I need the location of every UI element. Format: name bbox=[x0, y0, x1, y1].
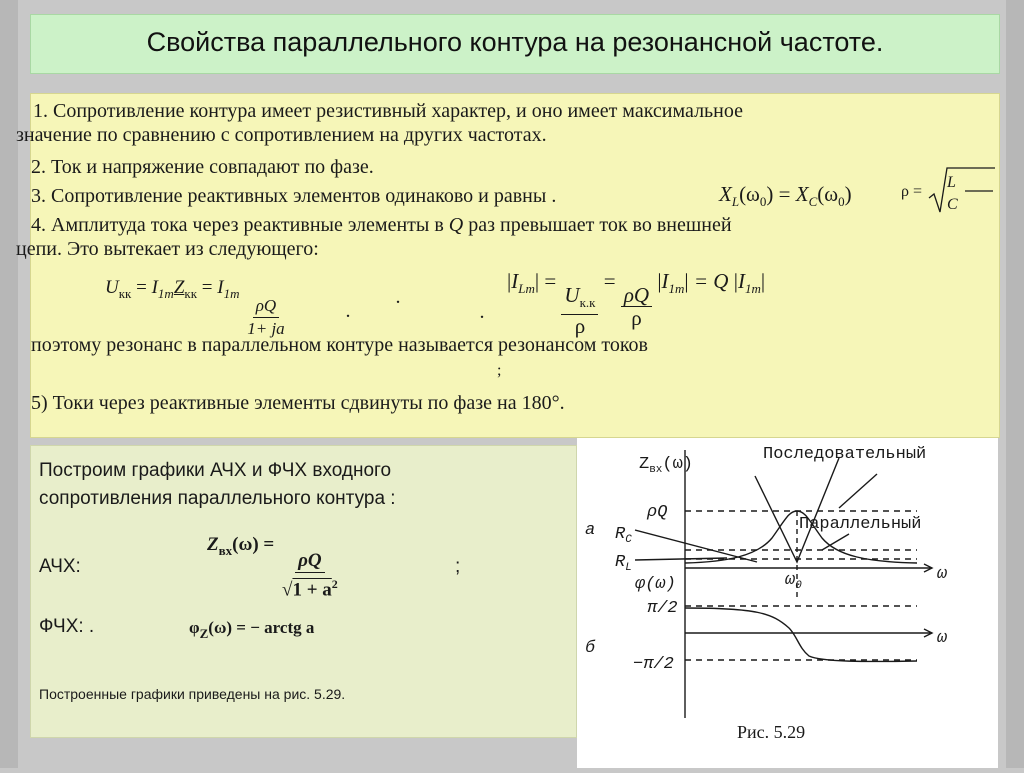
formula-xl-equals-xc: $X_L(\omega_0) = X_C(\omega_0)$ bbox=[719, 182, 852, 209]
intro-line-1: Построим графики АЧХ и ФЧХ входного bbox=[39, 460, 392, 481]
left-border-stripe bbox=[0, 0, 18, 768]
graphs-description-panel bbox=[30, 445, 577, 738]
ach-semicolon: ; bbox=[455, 556, 461, 577]
series-leader bbox=[839, 474, 877, 508]
rhoq-label: ρQ bbox=[647, 503, 668, 522]
frequency-response-graphs bbox=[577, 438, 998, 768]
phi-label: φ(ω) bbox=[635, 575, 676, 594]
omega-label-bottom: ω bbox=[937, 629, 948, 648]
item-3: 3. Сопротивление реактивных элементов одинаково и равны . bbox=[31, 185, 557, 207]
fch-formula: $\varphi_Z(\omega)$ = − arctg a bbox=[189, 618, 315, 641]
omega-label-top: ω bbox=[937, 565, 948, 584]
part-a-label: а bbox=[585, 521, 596, 540]
fch-label: ФЧХ: . bbox=[39, 616, 95, 637]
intro-line-2: сопротивления параллельного контура : bbox=[39, 488, 396, 509]
dot-2: . bbox=[396, 286, 401, 308]
series-curve bbox=[755, 458, 839, 562]
dot-1: . bbox=[346, 300, 351, 322]
series-label: Последовательный bbox=[763, 445, 927, 464]
omega0-label: $\omega_0$ bbox=[785, 571, 802, 592]
slide-title: Свойства параллельного контура на резонансной частоте. bbox=[146, 27, 884, 57]
parallel-label: Параллельный bbox=[799, 515, 922, 534]
item-1-line-2: значение по сравнению с сопротивлением на других частотах. bbox=[16, 124, 547, 146]
rc-leader bbox=[635, 530, 757, 562]
ach-formula: $Z_{вх}(\omega)$ = $\frac{\rho Q}{√1 + a^2}$ bbox=[207, 534, 338, 601]
semicolon-mark: ; bbox=[497, 362, 502, 379]
sqrt-sign-icon bbox=[927, 166, 997, 216]
rl-leader bbox=[635, 558, 727, 560]
formula-ukk: $U_{кк} = I_{1m}Z_{кк} = I_{1m}$ $\frac{\rho Q}{1+ ja}$ bbox=[105, 277, 285, 338]
resonance-text: поэтому резонанс в параллельном контуре называется резонансом токов bbox=[31, 334, 648, 356]
right-border-stripe bbox=[1006, 0, 1024, 768]
properties-panel: 1. Сопротивление контура имеет резистивный характер, и оно имеет максимальное значение по сравнению с сопротивлением на других частотах. 2. Ток и напряжение совпадают по фазе. 3. Сопротивление реактивных элементов одинаково и равны . $X_L(\omega_0) = X_C(\omega_0)$ ρ = L C 4. Амплитуда тока через реактивные элементы в Q раз превышает ток во внешней цепи. Это вытекает из следующего: $U_{кк} = I_{1m}Z_{кк} = I_{1m}$ $\frac{\rho Q}{1+ ja}$ . . . $|I_{Lm}|$ = $\frac{U_{к.к}}{\rho}$ = $\frac{\rho Q}{\rho}$ $|I_{1m}| = Q$ $|I_{1m}|$ поэтому резонанс в параллельном контуре называется резонансом токов ; 5) Токи через реактивные элементы сдвинуты по фазе на 180°. bbox=[30, 93, 1000, 438]
figure-reference: Построенные графики приведены на рис. 5.29. bbox=[39, 686, 346, 702]
dot-3: . bbox=[480, 301, 485, 323]
formula-ilm: $|I_{Lm}|$ = $\frac{U_{к.к}}{\rho}$ = $\frac{\rho Q}{\rho}$ $|I_{1m}| = Q$ $|I_{1m}|$ bbox=[507, 269, 766, 338]
phase-curve bbox=[685, 608, 917, 661]
rc-label: $R_C$ bbox=[615, 525, 632, 546]
minus-pi-half-label: −π/2 bbox=[633, 655, 674, 674]
rl-label: $R_L$ bbox=[615, 553, 632, 574]
item-5: 5) Токи через реактивные элементы сдвинуты по фазе на 180°. bbox=[31, 392, 565, 414]
pi-half-label: π/2 bbox=[647, 599, 678, 618]
title-bar bbox=[30, 14, 1000, 74]
item-1-line-1: 1. Сопротивление контура имеет резистивный характер, и оно имеет максимальное bbox=[33, 100, 743, 122]
zin-label: $Z_{вх}(\omega)$ bbox=[639, 455, 694, 476]
item-4-line-1: 4. Амплитуда тока через реактивные элементы в Q раз превышает ток во внешней bbox=[31, 214, 732, 236]
figure-caption: Рис. 5.29 bbox=[737, 722, 806, 742]
item-2: 2. Ток и напряжение совпадают по фазе. bbox=[31, 156, 374, 178]
item-4-line-2: цепи. Это вытекает из следующего: bbox=[16, 238, 319, 260]
part-b-label: б bbox=[585, 639, 596, 658]
figure-5-29 bbox=[577, 438, 998, 768]
ach-label: АЧХ: bbox=[39, 556, 81, 577]
